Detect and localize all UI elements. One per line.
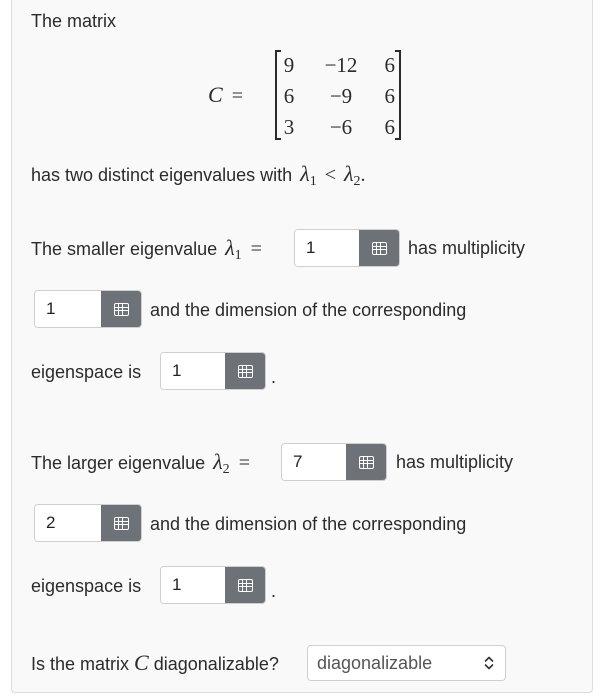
matrix-cell: 6 [384, 53, 395, 77]
grid-icon [114, 517, 129, 530]
grid-icon [238, 365, 253, 378]
larger-eigenvalue-input[interactable] [282, 444, 346, 480]
matrix-cell: −12 [324, 53, 358, 77]
matrix-cell: 9 [283, 53, 295, 77]
eigenspace-text: eigenspace is [31, 576, 142, 596]
matrix-right-bracket [395, 50, 401, 140]
grid-icon [359, 456, 374, 469]
smaller-multiplicity-grid-button[interactable] [101, 291, 141, 327]
matrix-label: C = [208, 82, 243, 107]
larger-eigenvalue-text: The larger eigenvalue $\lambda_2$ = [31, 449, 250, 477]
smaller-multiplicity-input[interactable] [35, 291, 101, 327]
larger-eigenvalue-answer [281, 443, 387, 481]
diagonalizable-question: Is the matrix C diagonalizable? [31, 650, 279, 675]
larger-dimension-grid-button[interactable] [225, 567, 265, 603]
grid-icon [238, 579, 253, 592]
smaller-dimension-answer [160, 352, 266, 390]
larger-eigenvalue-grid-button[interactable] [346, 444, 386, 480]
smaller-eigenvalue-input[interactable] [295, 230, 359, 266]
larger-dimension-input[interactable] [161, 567, 225, 603]
diagonalizable-select-value: diagonalizable [317, 652, 433, 673]
diagonalizable-select[interactable] [307, 645, 506, 681]
matrix-cell: 6 [384, 84, 395, 108]
larger-multiplicity-grid-button[interactable] [101, 505, 141, 541]
matrix-cell: −6 [329, 115, 353, 139]
matrix-cell: 6 [283, 84, 295, 108]
smaller-multiplicity-answer [34, 290, 142, 328]
matrix-c [275, 50, 401, 140]
smaller-dimension-grid-button[interactable] [225, 353, 265, 389]
smaller-eigenvalue-grid-button[interactable] [359, 230, 399, 266]
larger-multiplicity-answer [34, 504, 142, 542]
smaller-eigenvalue-answer [294, 229, 400, 267]
dimension-text: and the dimension of the corresponding [150, 300, 467, 320]
dimension-text: and the dimension of the corresponding [150, 514, 467, 534]
matrix-cell: 3 [283, 115, 295, 139]
has-multiplicity-text: has multiplicity [396, 452, 514, 472]
chevron-up-down-icon [484, 655, 494, 671]
has-multiplicity-text: has multiplicity [408, 238, 526, 258]
larger-multiplicity-input[interactable] [35, 505, 101, 541]
distinct-eigenvalues-text: has two distinct eigenvalues with $\lambda_1 < \lambda_2$. [31, 161, 366, 189]
smaller-dimension-input[interactable] [161, 353, 225, 389]
question-panel [11, 0, 593, 693]
period: . [271, 367, 277, 387]
period: . [271, 581, 277, 601]
eigenspace-text: eigenspace is [31, 362, 142, 382]
intro-text: The matrix [31, 11, 117, 31]
larger-dimension-answer [160, 566, 266, 604]
grid-icon [114, 303, 129, 316]
matrix-cell: 6 [384, 115, 395, 139]
smaller-eigenvalue-text: The smaller eigenvalue $\lambda_1$ = [31, 235, 262, 263]
matrix-cell: −9 [329, 84, 353, 108]
grid-icon [372, 242, 387, 255]
